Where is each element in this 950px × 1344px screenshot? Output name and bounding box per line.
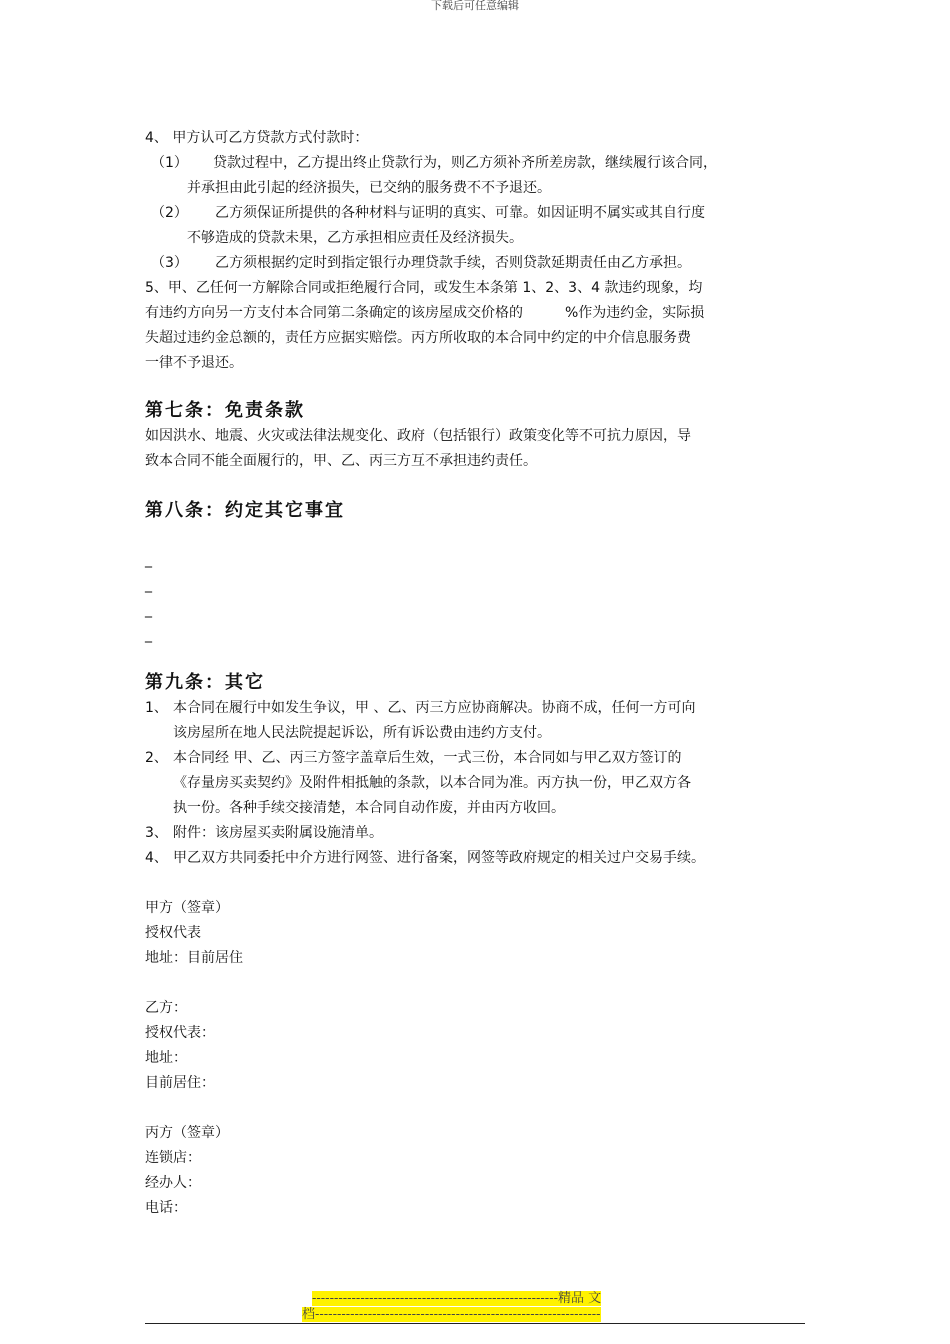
page-header: 下载后可任意编辑 bbox=[431, 0, 519, 12]
party-a-representative: 授权代表 bbox=[145, 925, 201, 941]
party-c-store: 连锁店： bbox=[145, 1150, 201, 1166]
item-text: 执一份。各种手续交接清楚，本合同自动作废，并由丙方收回。 bbox=[173, 800, 565, 816]
item-text-continued: 不够造成的贷款未果，乙方承担相应责任及经济损失。 bbox=[187, 230, 523, 246]
blank-line: _ bbox=[145, 602, 152, 618]
section-9-title: 第九条：其它 bbox=[145, 672, 265, 693]
item-text: 贷款过程中，乙方提出终止贷款行为，则乙方须补齐所差房款，继续履行该合同， bbox=[213, 155, 717, 171]
section-7-line: 如因洪水、地震、火灾或法律法规变化、政府（包括银行）政策变化等不可抗力原因，导 bbox=[145, 428, 691, 444]
item-text: 本合同经 甲、乙、丙三方签字盖章后生效，一式三份，本合同如与甲乙双方签订的 bbox=[173, 750, 682, 766]
item-text: 《存量房买卖契约》及附件相抵触的条款，以本合同为准。丙方执一份，甲乙双方各 bbox=[173, 775, 691, 791]
section-9-item bbox=[145, 746, 810, 821]
item-number: （1） bbox=[151, 155, 188, 171]
blank-line: _ bbox=[145, 577, 152, 593]
party-c-phone: 电话： bbox=[145, 1200, 187, 1216]
section-9-item bbox=[145, 821, 810, 846]
item-text-continued: 并承担由此引起的经济损失，已交纳的服务费不不予退还。 bbox=[187, 180, 551, 196]
item-number: 2、 bbox=[145, 750, 168, 766]
item-text: 本合同在履行中如发生争议，甲 、乙、丙三方应协商解决。协商不成，任何一方可向 bbox=[173, 700, 696, 716]
clause-4-item bbox=[145, 251, 810, 276]
item-text: 附件：该房屋买卖附属设施清单。 bbox=[173, 825, 383, 841]
party-b-residence: 目前居住： bbox=[145, 1075, 215, 1091]
item-number: 4、 bbox=[145, 850, 168, 866]
clause-5-line: 失超过违约金总额的，责任方应据实赔偿。丙方所收取的本合同中约定的中介信息服务费 bbox=[145, 330, 691, 346]
party-c-agent: 经办人： bbox=[145, 1175, 201, 1191]
party-c-label: 丙方（签章） bbox=[145, 1125, 229, 1141]
section-7-title: 第七条：免责条款 bbox=[145, 400, 305, 421]
section-9-item bbox=[145, 696, 810, 746]
item-number: 1、 bbox=[145, 700, 168, 716]
item-number: （2） bbox=[151, 205, 188, 221]
footer-watermark bbox=[302, 1291, 650, 1323]
party-b-representative: 授权代表： bbox=[145, 1025, 215, 1041]
clause-4-item bbox=[145, 151, 810, 176]
section-7-line: 致本合同不能全面履行的，甲、乙、丙三方互不承担违约责任。 bbox=[145, 453, 537, 469]
footer-line-1: --------------------------------------------------------精品 文 bbox=[312, 1291, 602, 1306]
item-text: 该房屋所在地人民法院提起诉讼，所有诉讼费由违约方支付。 bbox=[173, 725, 551, 741]
party-b-address: 地址： bbox=[145, 1050, 187, 1066]
footer-rule bbox=[145, 1323, 805, 1324]
clause-4-item bbox=[145, 201, 810, 226]
blank-line: _ bbox=[145, 552, 152, 568]
document-body bbox=[145, 126, 810, 1221]
party-a-label: 甲方（签章） bbox=[145, 900, 229, 916]
footer-line-2: 档----------------------------------------------------------------- bbox=[302, 1307, 601, 1322]
clause-5-line: 5、甲、乙任何一方解除合同或拒绝履行合同，或发生本条第 1、2、3、4 款违约现象，均 bbox=[145, 280, 703, 296]
item-text: 乙方须保证所提供的各种材料与证明的真实、可靠。如因证明不属实或其自行度 bbox=[215, 205, 705, 221]
party-a-address: 地址：目前居住 bbox=[145, 950, 243, 966]
item-number: 3、 bbox=[145, 825, 168, 841]
item-text: 甲乙双方共同委托中介方进行网签、进行备案，网签等政府规定的相关过户交易手续。 bbox=[173, 850, 705, 866]
clause-5-line: 一律不予退还。 bbox=[145, 355, 243, 371]
section-9-item bbox=[145, 846, 810, 871]
party-b-label: 乙方： bbox=[145, 1000, 187, 1016]
clause-5-line: 有违约方向另一方支付本合同第二条确定的该房屋成交价格的 %作为违约金，实际损 bbox=[145, 305, 705, 321]
item-number: （3） bbox=[151, 255, 188, 271]
blank-line: _ bbox=[145, 627, 152, 643]
item-text: 乙方须根据约定时到指定银行办理贷款手续，否则贷款延期责任由乙方承担。 bbox=[215, 255, 691, 271]
clause-4-intro: 4、 甲方认可乙方贷款方式付款时： bbox=[145, 130, 369, 146]
section-8-title: 第八条：约定其它事宜 bbox=[145, 500, 345, 521]
